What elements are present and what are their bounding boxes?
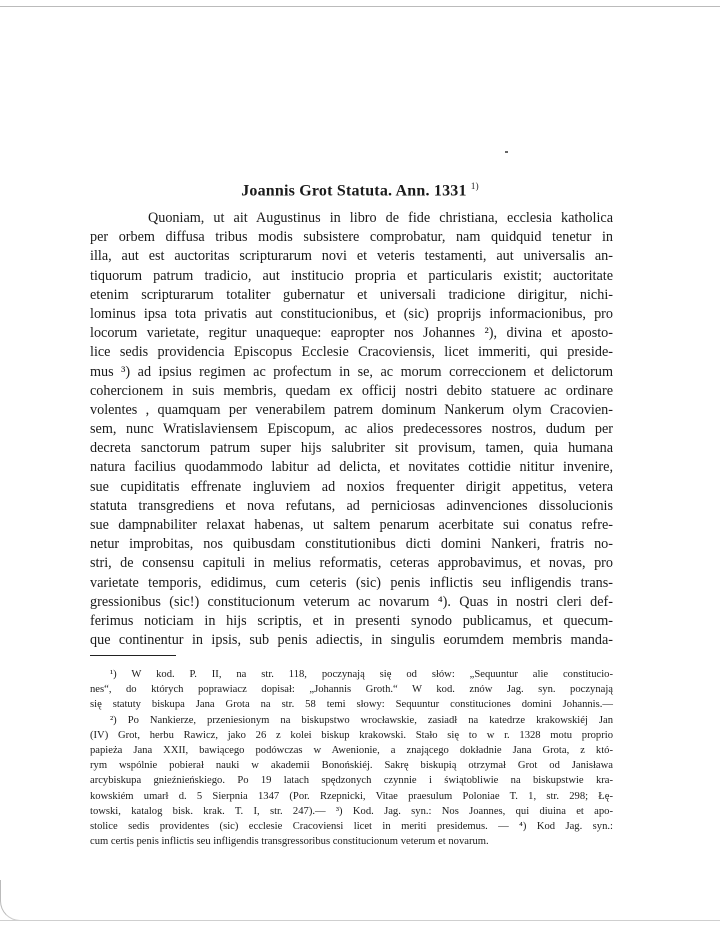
text-line: gressionibus (sic!) constitucionum veterum ac novarum ⁴). Quas in nostri cleri def-: [90, 593, 613, 610]
text-line: varietate temporis, edidimus, cum ceteris (sic) penis inflictis seu infligendis trans-: [90, 574, 613, 591]
footnotes: [90, 667, 613, 849]
text-line: statuta transgrediens et nova refutans, ad perniciosas adinvenciones dissolucionis: [90, 497, 613, 514]
title-text: Joannis Grot Statuta. Ann. 1331: [241, 182, 467, 200]
text-line: netur improbitas, nos quibusdam constitutionibus dicti domini Nankeri, fratris no-: [90, 536, 613, 553]
text-line: volentes , quamquam per venerabilem patrem dominum Nankerum olym Cracovien-: [90, 401, 613, 418]
text-line: cohercionem in suis membris, quedam ex officij nostri debito statuere ac ordinare: [90, 382, 613, 399]
text-line: illa, aut est auctoritas scripturarum novi et veteris testamenti, aut universalis an-: [90, 248, 613, 265]
main-text: [90, 209, 613, 650]
footnote-line: arcybiskupa gnieźnieńskiego. Po 19 latach spędzonych czynnie i świątobliwie na biskupstwie kra-: [90, 775, 613, 787]
text-line: sem, nunc Wratislaviensem Episcopum, ac alios predecessores nostros, dudum per: [90, 421, 613, 438]
text-line: sue cupiditatis effrenate ingluviem ad noxios frequenter dirigit appetitus, vetera: [90, 478, 613, 495]
text-line: locorum varietate, regitur unaqueque: eapropter nos Johannes ²), divina et aposto-: [90, 325, 613, 342]
title-footnote-ref: 1): [470, 181, 479, 191]
text-line: sue dampnabiliter relaxat habenas, ut saltem penarum acerbitate sui conatus refre-: [90, 517, 613, 533]
footnote-line: ¹) W kod. P. II, na str. 118, poczynają się od słów: „Sequuntur alie constitucio-: [110, 669, 613, 680]
text-line: tiquorum patrum tradicio, aut institucio propria et particularis existit; auctoritate: [90, 267, 613, 284]
text-line: natura facilius quodammodo labitur ad delicta, et novitates cottidie nititur invenire,: [90, 459, 613, 476]
footnote-line: cum certis penis inflictis seu infligendis transgressoribus constitucionum veterum et novarum.: [90, 836, 489, 848]
text-line: etenim scripturarum totaliter gubernatur et universali tradicione dirigitur, nichi-: [90, 286, 613, 303]
text-line: lominus ipsa tota privatis aut constitucionibus, et (sic) proprijs informacionibus, pro: [90, 305, 613, 322]
page-top-edge: [0, 6, 720, 7]
speck-mark: [505, 151, 508, 153]
footnote-line: ²) Po Nankierze, przeniesionym na biskupstwo wrocławskie, zasiadł na katedrze krakowskiéj Jan: [110, 714, 613, 726]
text-line: decreta sanctorum patrum super hijs salubriter sit provisum, tamen, quia humana: [90, 440, 613, 457]
footnote-line: papieża Jana XXII, bawiącego podówczas w Awenionie, a znającego dokładnie Jana Grota, z któ-: [90, 744, 613, 756]
footnote-line: rym wspólnie pobierał nauki w akademii Bonońskiéj. Sakrę biskupią otrzymał Grot od Janisława: [90, 760, 613, 772]
footnote-line: towski, katalog bisk. krak. T. I, str. 247).— ³) Kod. Jag. syn.: Nos Joannes, qui diuina et apo-: [90, 805, 613, 817]
footnote-line: (IV) Grot, herbu Rawicz, jako 26 z kolei biskup krakowski. Stało się to w r. 1328 motu proprio: [90, 729, 613, 741]
page-bottom-edge: [0, 920, 720, 921]
text-line: per orbem diffusa tribus modis subsistere comprobatur, nam quidquid tenetur in: [90, 229, 613, 246]
footnote-line: kowskiém umarł d. 5 Sierpnia 1347 (Por. Rzepnicki, Vitae praesulum Poloniae T. 1, str. 298; Łę-: [90, 790, 613, 802]
footnote-line: się statuty biskupa Jana Grota na str. 58 temi słowy: Sequuntur constituciones domini Johannis.—: [90, 699, 613, 711]
text-line: stri, de consensu capituli in melius reformatis, ceteras approbavimus, et novas, pro: [90, 555, 613, 572]
text-line: ferimus noticiam in hijs scriptis, et in presenti synodo publicamus, et quecum-: [90, 612, 613, 629]
footnote-separator: [90, 655, 176, 656]
text-line: Quoniam, ut ait Augustinus in libro de fide christiana, ecclesia katholica: [148, 210, 613, 226]
text-line: que continentur in ipsis, sub penis adiectis, in singulis eorumdem membris manda-: [90, 632, 613, 649]
page-corner-curl: [0, 880, 21, 921]
text-line: lice sedis providencia Episcopus Ecclesie Cracoviensis, licet immeriti, qui preside-: [90, 344, 613, 361]
footnote-line: nes“, do których poprawiacz dopisał: „Johannis Groth.“ W kod. znów Jag. syn. poczynają: [90, 684, 613, 696]
footnote-line: stolice sedis providentes (sic) ecclesie Cracoviensi licet in meriti presidemus. — ⁴) Kod Jag. syn.:: [90, 820, 613, 832]
statute-title: [0, 181, 720, 200]
text-line: mus ³) ad ipsius regimen ac profectum in se, ac morum correccionem et delictorum: [90, 363, 613, 380]
